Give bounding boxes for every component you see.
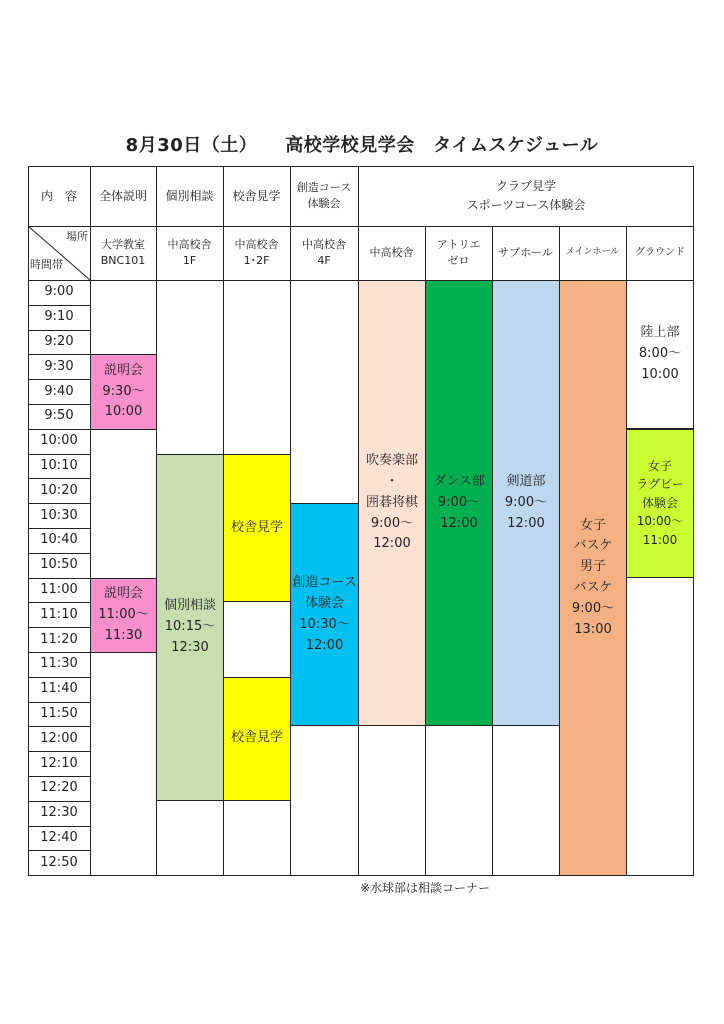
time-label: 時間帯 [30,257,63,271]
time-label-cell: 10:30 [40,507,78,523]
schedule-table [28,166,694,876]
event-rikujo: 陸上部 8:00～ 10:00 [626,280,694,429]
header-kobetsu: 個別相談 [165,188,214,203]
place-atelier: アトリエ ゼロ [436,237,481,267]
title-date: 8月30日（土） [125,135,258,156]
time-label-cell: 11:40 [40,681,78,697]
title-name: 高校学校見学会 タイムスケジュール [285,135,599,156]
time-label-cell: 9:50 [44,408,74,424]
place-label: 場所 [66,229,88,243]
event-setsumei-2: 説明会 11:00～ 11:30 [90,578,157,653]
time-label-cell: 12:00 [40,730,78,746]
time-label-cell: 11:00 [40,581,78,597]
table-border [28,166,694,876]
time-label-cell: 10:20 [40,482,78,498]
header-kosha: 校舎見学 [232,188,281,203]
time-label-cell: 10:00 [40,433,78,449]
event-suisogaku: 吹奏楽部 ・ 囲碁将棋 9:00～ 12:00 [358,280,426,726]
footnote: ※水球部は相談コーナー [360,881,491,895]
place-main: メインホール [565,247,620,258]
time-label-cell: 10:10 [40,457,78,473]
time-label-cell: 11:30 [40,656,78,672]
place-chuko: 中高校舎 [369,245,414,259]
header-contents: 内 容 [40,188,77,203]
time-label-cell: 12:40 [40,829,78,845]
time-label-cell: 9:10 [44,309,74,325]
event-basket: 女子 バスケ 男子 バスケ 9:00～ 13:00 [559,280,627,876]
event-sozo: 創造コース 体験会 10:30～ 12:00 [290,503,359,726]
time-label-cell: 9:40 [44,383,74,399]
time-label-cell: 12:50 [40,854,78,870]
time-label-cell: 10:50 [40,557,78,573]
place-kobetsu: 中高校舎 1F [167,237,212,267]
header-zentai: 全体説明 [98,188,147,203]
event-kendo: 剣道部 9:00～ 12:00 [492,280,560,726]
place-sozo: 中高校舎 4F [302,237,346,267]
place-sub: サブホール [498,245,553,259]
place-kosha: 中高校舎 1･2F [234,237,279,267]
event-kobetsu: 個別相談 10:15～ 12:30 [156,454,224,801]
time-label-cell: 11:50 [40,705,78,721]
event-rugby: 女子 ラグビー 体験会 10:00～ 11:00 [626,429,694,578]
time-label-cell: 9:00 [44,284,74,300]
time-label-cell: 12:20 [40,780,78,796]
place-ground: グラウンド [635,247,685,259]
time-label-cell: 12:10 [40,755,78,771]
event-setsumei-1: 説明会 9:30～ 10:00 [90,354,157,429]
time-label-cell: 12:30 [40,805,78,821]
place-zentai: 大学教室 BNC101 [100,237,146,267]
time-label-cell: 11:10 [40,606,78,622]
page-title [0,131,724,157]
time-label-cell: 10:40 [40,532,78,548]
time-label-cell: 11:20 [40,631,78,647]
event-dance: ダンス部 9:00～ 12:00 [425,280,493,726]
header-club: クラブ見学 スポーツコース体験会 [466,179,586,212]
header-sozo: 創造コース 体験会 [296,180,352,210]
time-label-cell: 9:20 [44,333,74,349]
event-kosha-1: 校舎見学 [223,454,291,603]
event-kosha-2: 校舎見学 [223,677,291,801]
time-label-cell: 9:30 [44,358,74,374]
